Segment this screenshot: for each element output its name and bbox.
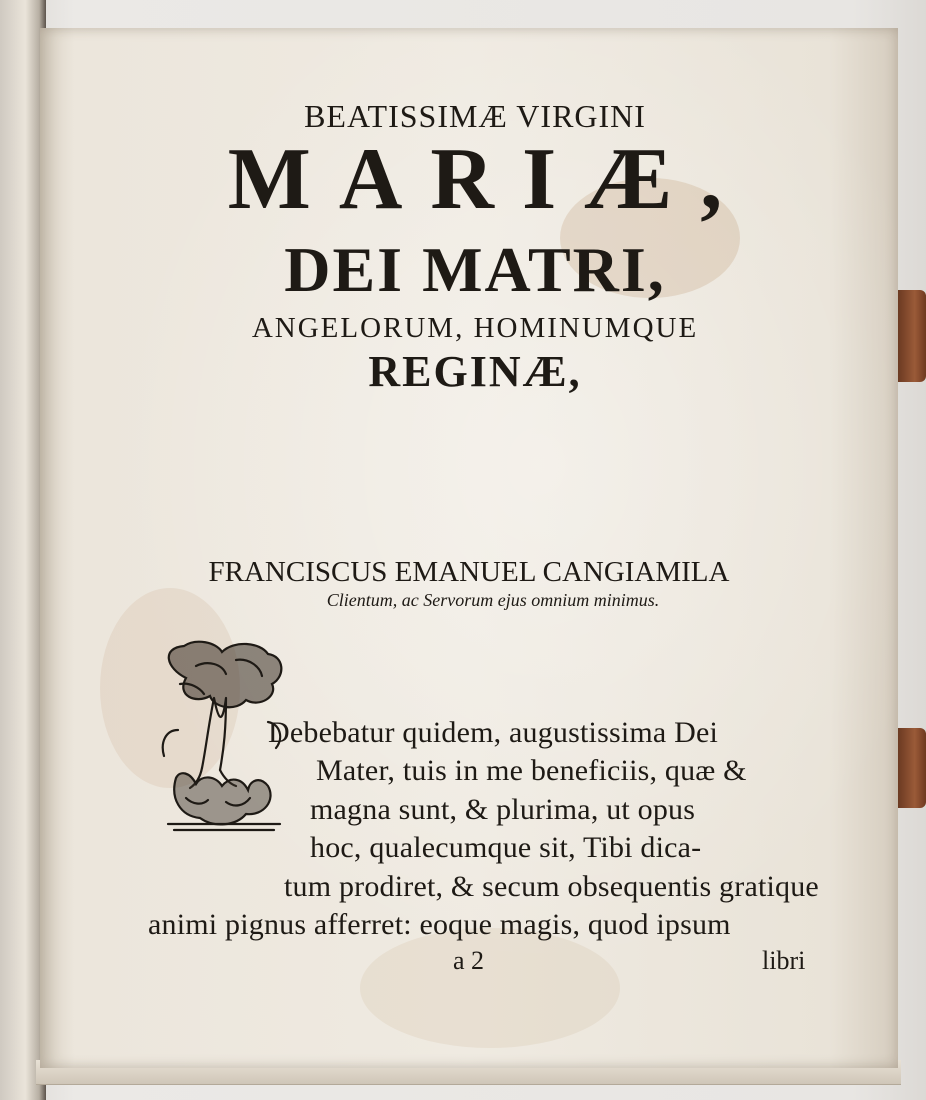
body-line-6: animi pignus afferret: eoque magis, quod ipsum (148, 908, 731, 941)
signature-mark: a 2 (453, 946, 485, 975)
dedication-line-2: MARIÆ, (227, 131, 751, 228)
dedication-line-4: ANGELORUM, HOMINUMQUE (251, 312, 699, 344)
dedication-line-3: DEI MATRI, (284, 234, 666, 305)
body-line-5: tum prodiret, & secum obsequentis gratique (284, 870, 819, 903)
body-line-1: Debebatur quidem, augustissima Dei (268, 716, 719, 749)
body-line-3: magna sunt, & plurima, ut opus (310, 793, 696, 826)
dedication-line-1: BEATISSIMÆ VIRGINI (304, 98, 646, 134)
page-tab-upper (898, 290, 926, 382)
author-subtitle: Clientum, ac Servorum ejus omnium minimus. (326, 590, 660, 610)
catchword: libri (762, 946, 806, 975)
dedication-line-5: REGINÆ, (368, 347, 582, 396)
page-tab-lower (898, 728, 926, 808)
body-line-2: Mater, tuis in me beneficiis, quæ & (316, 754, 747, 787)
author-name: FRANCISCUS EMANUEL CANGIAMILA (208, 556, 730, 588)
body-line-4: hoc, qualecumque sit, Tibi dica- (310, 831, 702, 864)
page-text (40, 28, 898, 1068)
book-page (40, 28, 898, 1068)
